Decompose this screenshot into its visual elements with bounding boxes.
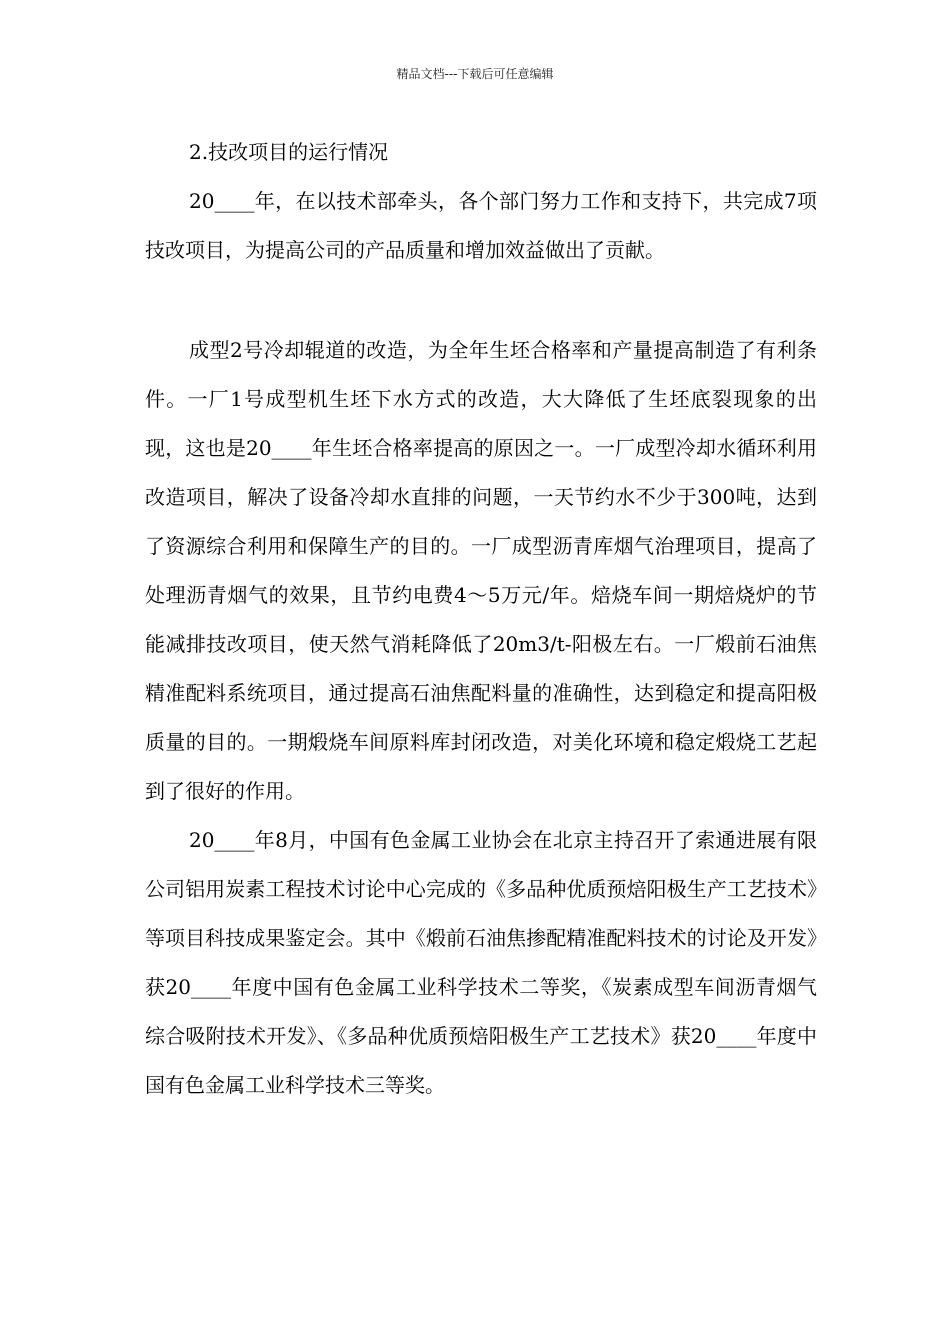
document-body [145,128,817,1110]
paragraph-awards: 20____年8月，中国有色金属工业协会在北京主持召开了索通进展有限公司铝用炭素工程技术讨论中心完成的《多品种优质预焙阳极生产工艺技术》等项目科技成果鉴定会。其中《煅前石油焦掺配精准配料技术的讨论及开发》获20____年度中国有色金属工业科学技术二等奖，《炭素成型车间沥青烟气综合吸附技术开发》、《多品种优质预焙阳极生产工艺技术》获20____年度中国有色金属工业科学技术三等奖。 [145,828,817,1097]
page-header: 精品文档---下载后可任意编辑 [396,67,554,81]
paragraph-gap [145,275,817,326]
paragraph-summary: 20____年，在以技术部牵头，各个部门努力工作和支持下，共完成7项技改项目，为提高公司的产品质量和增加效益做出了贡献。 [145,189,817,262]
section-title: 2.技改项目的运行情况 [189,140,389,164]
paragraph-projects: 成型2号冷却辊道的改造，为全年生坯合格率和产量提高制造了有利条件。一厂1号成型机生坯下水方式的改造，大大降低了生坯底裂现象的出现，这也是20____年生坯合格率提高的原因之一。一厂成型冷却水循环利用改造项目，解决了设备冷却水直排的问题，一天节约水不少于300吨，达到了资源综合利用和保障生产的目的。一厂成型沥青库烟气治理项目，提高了处理沥青烟气的效果，且节约电费4～5万元/年。焙烧车间一期焙烧炉的节能减排技改项目，使天然气消耗降低了20m3/t-阳极左右。一厂煅前石油焦精准配料系统项目，通过提高石油焦配料量的准确性，达到稳定和提高阳极质量的目的。一期煅烧车间原料库封闭改造，对美化环境和稳定煅烧工艺起到了很好的作用。 [145,338,817,803]
